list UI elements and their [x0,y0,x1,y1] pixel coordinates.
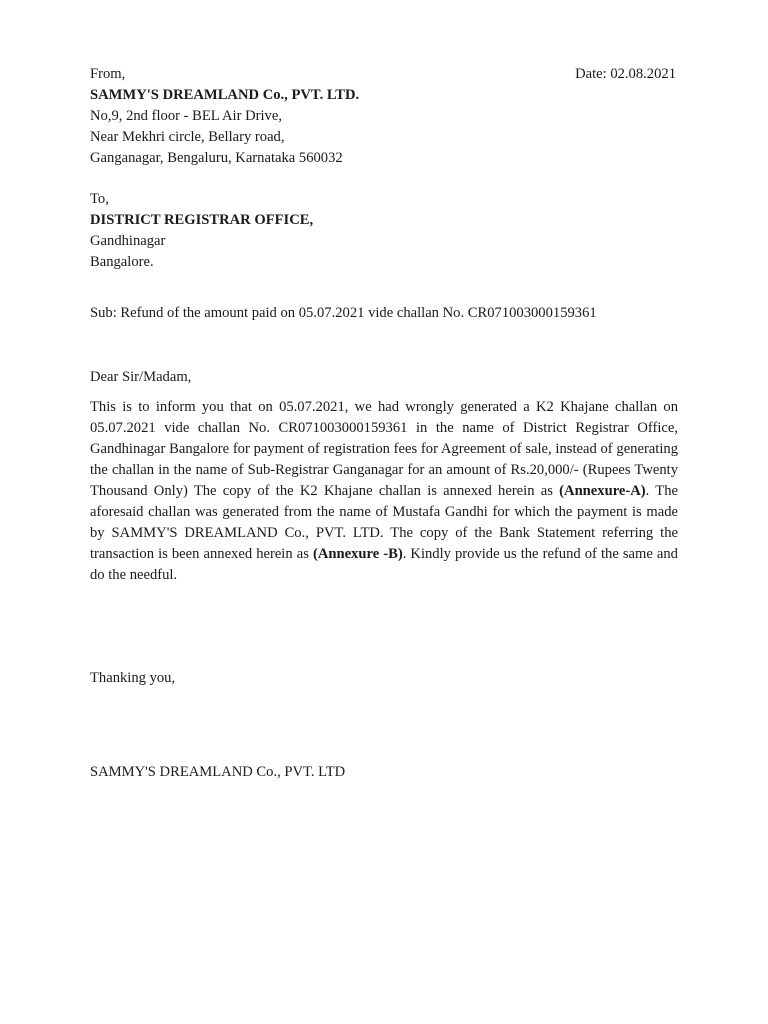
signature [90,762,678,783]
closing-text: Thanking you, [90,670,176,686]
sender-block [90,64,678,169]
signature-text: SAMMY'S DREAMLAND Co., PVT. LTD [90,764,346,780]
sender-address-line2: Near Mekhri circle, Bellary road, [90,129,285,145]
annexure-b-reference: (Annexure -B) [312,546,403,562]
subject-line [90,303,678,324]
to-label: To, [90,191,109,207]
salutation-text: Dear Sir/Madam, [90,369,192,385]
annexure-a-reference: (Annexure-A) [559,483,646,499]
subject-text: Sub: Refund of the amount paid on 05.07.2021 vide challan No. CR071003000159361 [90,305,597,321]
recipient-address-line2: Bangalore. [90,254,154,270]
salutation [90,367,678,388]
letter-body [90,397,678,586]
recipient-office: DISTRICT REGISTRAR OFFICE, [90,212,314,228]
sender-company: SAMMY'S DREAMLAND Co., PVT. LTD. [90,87,360,103]
body-part1: This is to inform you that on 05.07.2021, we had wrongly generated a K2 Khajane challan on 05.07.2021 vide challan No. CR071003000159361 in the name of District Registrar Office, Gandhinagar Bangalore for payment of registration fees for Agreement of sale, instead of generating the challan in the name of Sub-Registrar Ganganagar for an amount of Rs.20,000/- (Rupees Twenty Thousand Only) The copy of the K2 Khajane challan is annexed herein as [90,399,678,499]
sender-address-line1: No,9, 2nd floor - BEL Air Drive, [90,108,282,124]
recipient-block [90,189,678,273]
closing [90,668,678,689]
recipient-address-line1: Gandhinagar [90,233,166,249]
from-label: From, [90,66,126,82]
letter-date: Date: 02.08.2021 [575,66,676,82]
sender-address-line3: Ganganagar, Bengaluru, Karnataka 560032 [90,150,343,166]
body-part3: . Kindly provide us the refund of the same and do the needful. [90,546,678,583]
body-part2: . The aforesaid challan was generated from the name of Mustafa Gandhi for which the payment is made by SAMMY'S DREAMLAND Co., PVT. LTD. The copy of the Bank Statement referring the transaction is been annexed herein as [90,483,678,562]
